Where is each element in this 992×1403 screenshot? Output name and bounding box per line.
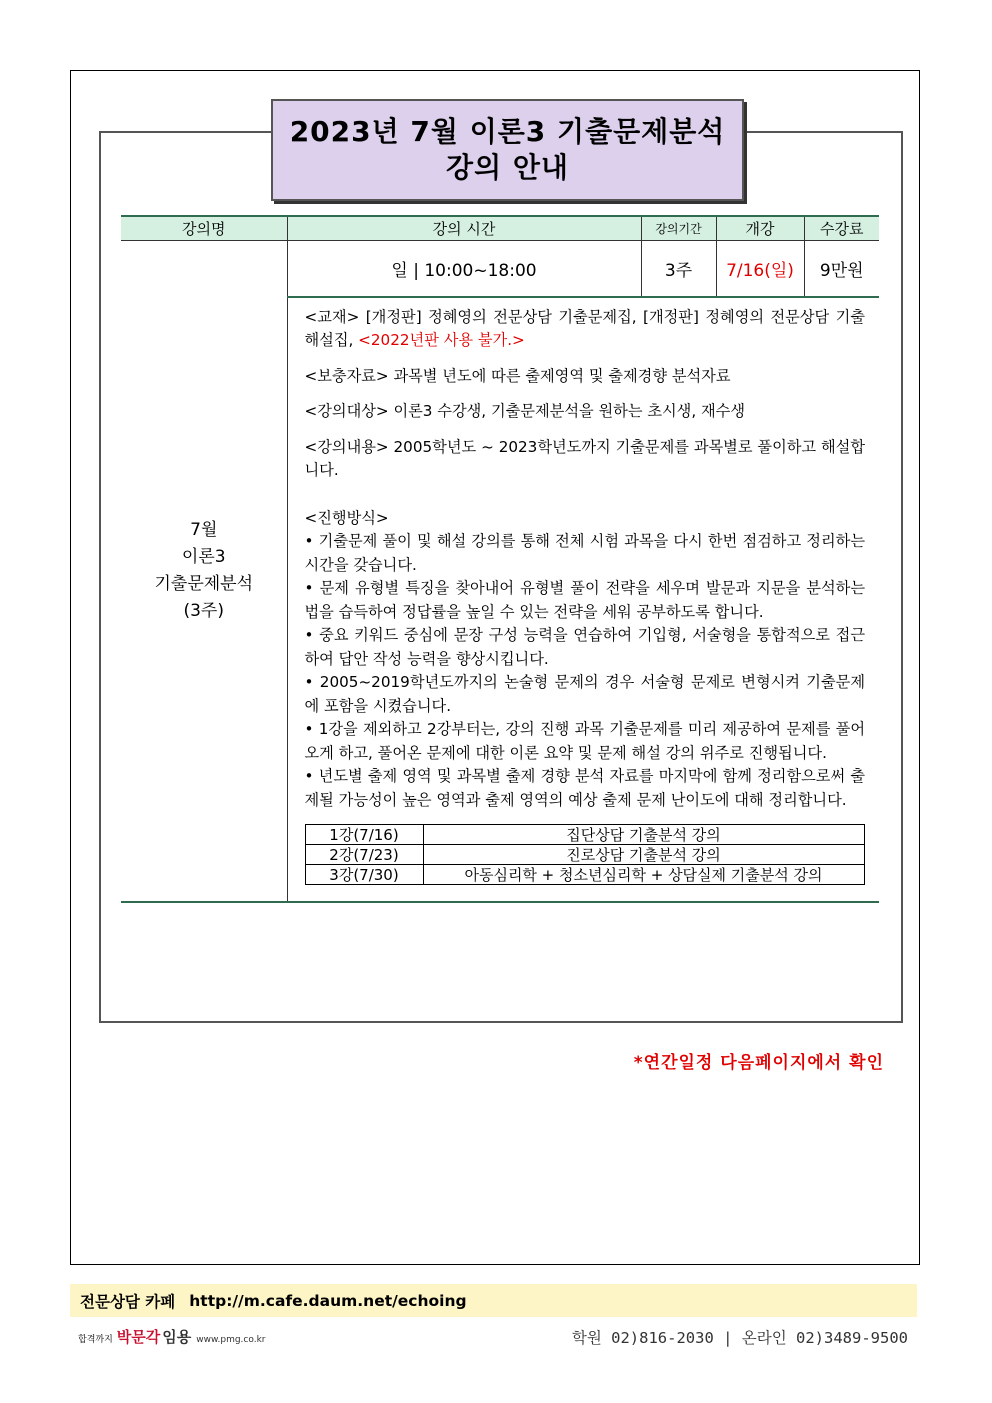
logo-url: www.pmg.co.kr <box>196 1335 266 1345</box>
session-number: 3강(7/30) <box>305 865 423 885</box>
method-item: • 년도별 출제 영역 및 과목별 출제 경향 분석 자료를 마지막에 함께 정리함으로써 출제될 가능성이 높은 영역과 출제 영역의 예상 출제 문제 난이도에 대해 정리합니다. <box>304 767 865 809</box>
schedule-start: 7/16(일) <box>716 241 804 297</box>
session-number: 2강(7/23) <box>305 845 423 865</box>
textbook-note: <2022년판 사용 불가.> <box>358 331 525 349</box>
session-desc: 진로상담 기출분석 강의 <box>423 845 864 865</box>
table-row <box>305 845 864 865</box>
header-fee: 수강료 <box>804 216 879 241</box>
method-item: • 중요 키워드 중심에 문장 구성 능력을 연습하여 기입형, 서술형을 통합적으로 접근하여 답안 작성 능력을 향상시킵니다. <box>304 626 865 668</box>
cafe-label: 전문상담 카페 <box>80 1292 176 1311</box>
schedule-row <box>121 241 879 297</box>
logo-tagline: 합격까지 <box>78 1335 113 1345</box>
schedule-period: 3주 <box>641 241 716 297</box>
course-name-line: 이론3 <box>181 547 226 567</box>
session-number: 1강(7/16) <box>305 825 423 845</box>
title-box <box>271 99 744 201</box>
table-header-row <box>121 216 879 241</box>
header-time: 강의 시간 <box>287 216 641 241</box>
course-name-cell <box>121 241 287 903</box>
course-name-line: 기출문제분석 <box>154 574 254 594</box>
target-paragraph: <강의대상> 이론3 수강생, 기출문제분석을 원하는 초시생, 재수생 <box>304 402 746 420</box>
brand-logo <box>78 1326 266 1347</box>
cafe-link[interactable]: http://m.cafe.daum.net/echoing <box>189 1291 467 1310</box>
header-period: 강의기간 <box>641 216 716 241</box>
content-paragraph: <강의내용> 2005학년도 ~ 2023학년도까지 기출문제를 과목별로 풀이하고 해설합니다. <box>304 437 865 479</box>
header-name: 강의명 <box>121 216 287 241</box>
method-item: • 기출문제 풀이 및 해설 강의를 통해 전체 시험 과목을 다시 한번 점검하고 정리하는 시간을 갖습니다. <box>304 532 865 574</box>
method-item: • 문제 유형별 특징을 찾아내어 유형별 풀이 전략을 세우며 발문과 지문을 분석하는 법을 습득하여 정답률을 높일 수 있는 전략을 세워 공부하도록 합니다. <box>304 579 865 621</box>
textbook-paragraph <box>305 306 866 353</box>
header-start: 개강 <box>716 216 804 241</box>
session-table <box>305 824 865 885</box>
method-item: • 2005~2019학년도까지의 논술형 문제의 경우 서술형 문제로 변형시켜 기출문제에 포함을 시켰습니다. <box>304 673 865 715</box>
session-desc: 아동심리학 + 청소년심리학 + 상담실제 기출분석 강의 <box>423 865 864 885</box>
contact-info: 학원 02)816-2030 | 온라인 02)3489-9500 <box>571 1329 908 1347</box>
table-row <box>305 825 864 845</box>
course-name-line: (3주) <box>183 601 224 621</box>
method-heading: <진행방식> <box>304 508 389 527</box>
page-subtitle: 강의 안내 <box>446 151 569 184</box>
table-row <box>305 865 864 885</box>
session-desc: 집단상담 기출분석 강의 <box>423 825 864 845</box>
schedule-fee: 9만원 <box>804 241 879 297</box>
logo-brand-suffix: 임용 <box>162 1328 192 1346</box>
schedule-note: *연간일정 다음페이지에서 확인 <box>633 1053 884 1073</box>
content-cell <box>287 297 879 903</box>
textbook-label: <교재> <box>304 307 360 326</box>
page-title: 2023년 7월 이론3 기출문제분석 <box>289 115 726 148</box>
course-name-line: 7월 <box>190 520 218 540</box>
textbook-text: [개정판] 정혜영의 전문상담 기출문제집, [개정판] 정혜영의 전문상담 기출해설집, <box>304 307 865 349</box>
method-item: • 1강을 제외하고 2강부터는, 강의 진행 과목 기출문제를 미리 제공하여 문제를 풀어오게 하고, 풀어온 문제에 대한 이론 요약 및 문제 해설 강의 위주로 진행됩니다. <box>304 720 865 762</box>
supplement-paragraph: <보충자료> 과목별 년도에 따른 출제영역 및 출제경향 분석자료 <box>304 366 731 385</box>
cafe-bar <box>70 1284 917 1317</box>
logo-brand: 박문각 <box>116 1328 161 1346</box>
course-table <box>121 215 879 903</box>
schedule-time: 일 | 10:00~18:00 <box>287 241 641 297</box>
